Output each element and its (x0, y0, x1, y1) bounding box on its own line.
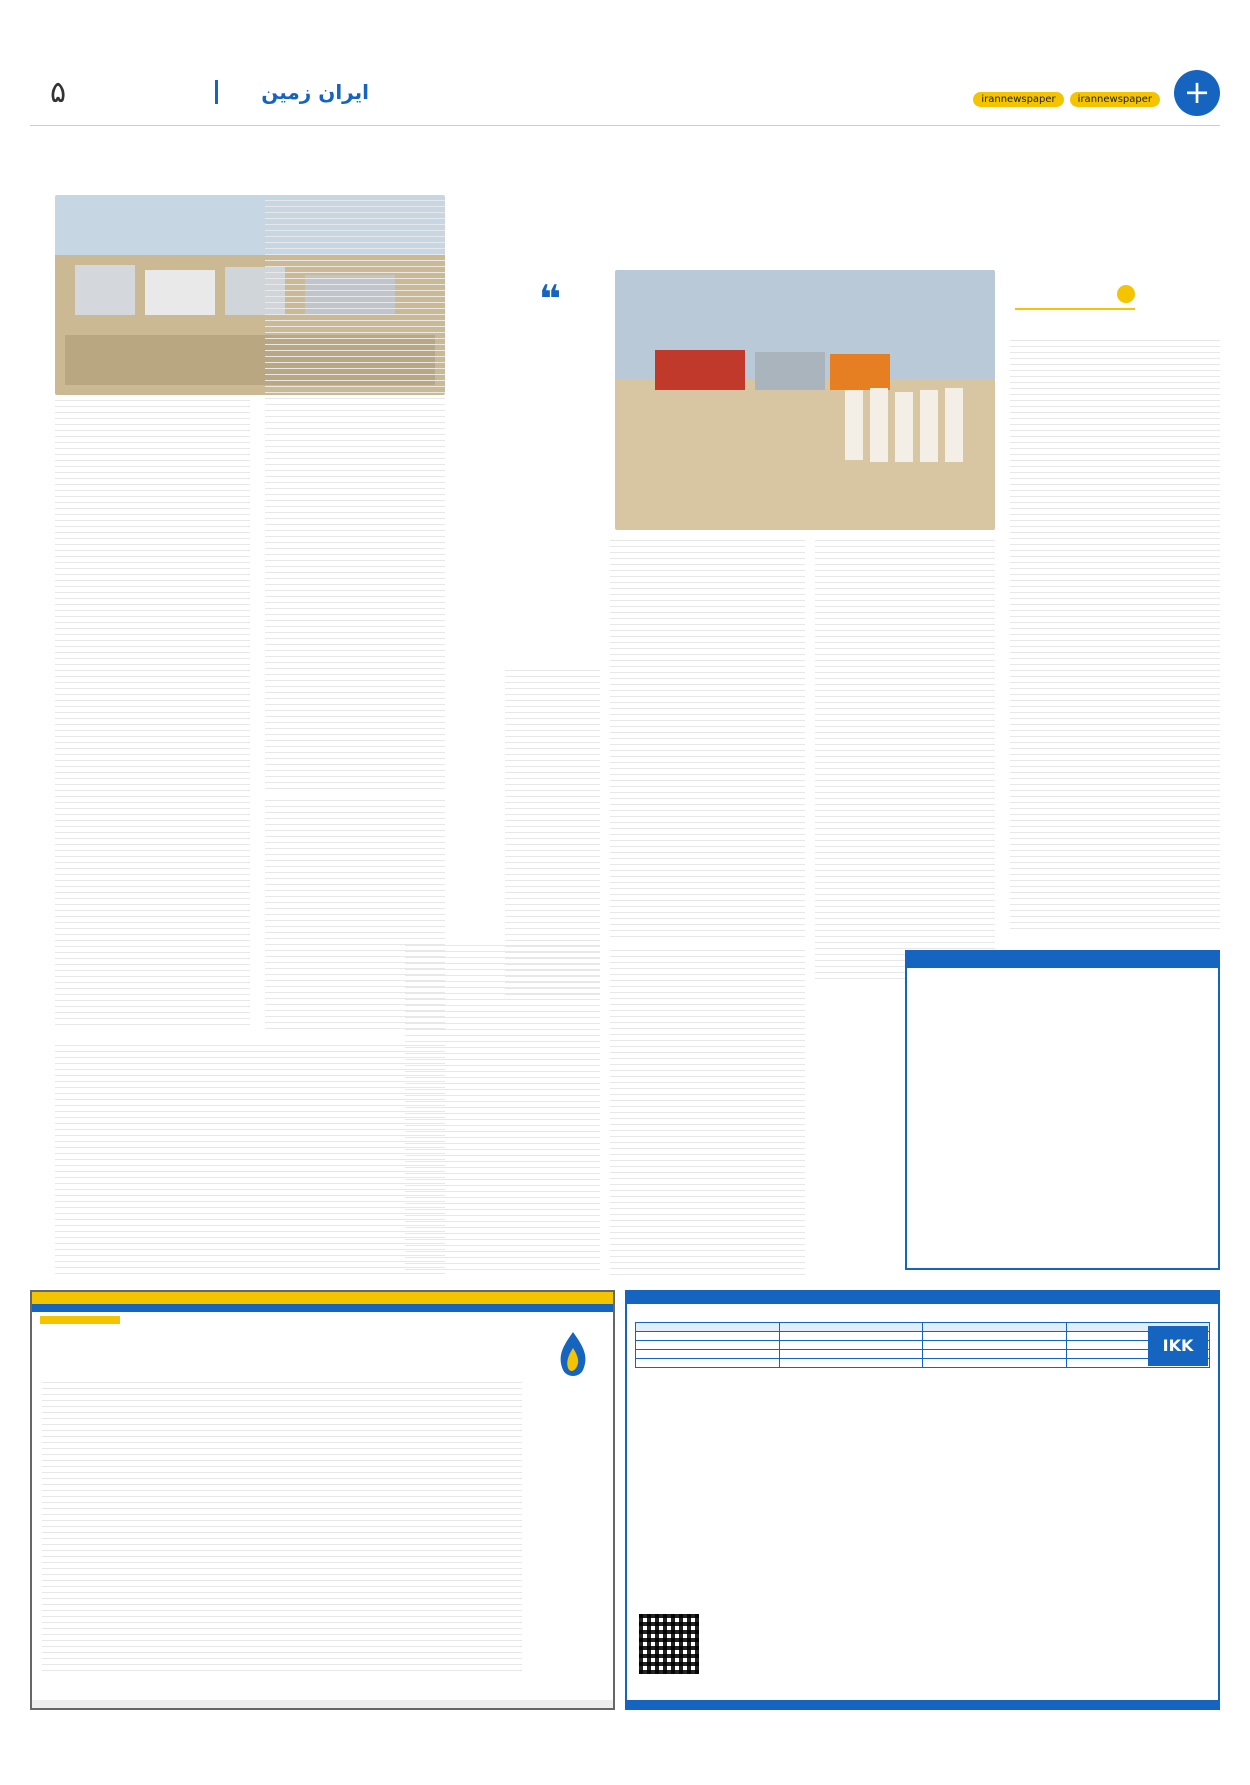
article-column-3 (610, 540, 805, 940)
sidebar-column-3 (265, 800, 445, 1030)
pull-quote (505, 277, 595, 660)
table-header (923, 1323, 1067, 1332)
badge-dot-icon (1117, 285, 1135, 303)
tender-ad-2 (30, 1290, 615, 1710)
page-header (30, 70, 1220, 115)
table-cell (779, 1341, 923, 1350)
table-cell (779, 1359, 923, 1368)
table-cell (923, 1359, 1067, 1368)
table-header-row (636, 1323, 1210, 1332)
report-badge (1015, 280, 1135, 310)
page-number: ۵ (50, 75, 67, 110)
article-column-2 (815, 540, 995, 980)
ad-code (30, 1715, 615, 1740)
sidebar-column-1 (265, 200, 445, 790)
tender-ad-1-title (907, 952, 1218, 968)
tender-ad-3-subtitle (627, 1304, 1218, 1316)
tender-ad-3-table (635, 1322, 1210, 1368)
article-column-1 (1010, 340, 1220, 930)
plus-icon: + (1174, 70, 1220, 116)
sidebar-column-4 (55, 1045, 445, 1275)
table-header (636, 1323, 780, 1332)
social-handle-1[interactable]: irannewspaper (973, 92, 1063, 107)
tender-ad-2-footer (32, 1700, 613, 1708)
article-column-5 (610, 950, 805, 1280)
table-row (636, 1341, 1210, 1350)
sidebar-column-2 (55, 400, 250, 1030)
main-photo (615, 270, 995, 530)
qr-code-icon[interactable] (639, 1614, 699, 1674)
table-cell (636, 1332, 780, 1341)
table-header (779, 1323, 923, 1332)
tender-ad-2-text (42, 1382, 522, 1672)
tender-ad-1-body (907, 968, 1218, 984)
table-cell (923, 1350, 1067, 1359)
quote-icon: ❝ (538, 277, 562, 321)
gas-company-logo-icon (543, 1326, 603, 1386)
table-cell (923, 1332, 1067, 1341)
tender-ad-3-title (627, 1292, 1218, 1304)
table-cell (636, 1350, 780, 1359)
social-handles (973, 92, 1160, 107)
table-cell (779, 1350, 923, 1359)
table-row (636, 1359, 1210, 1368)
section-title: ایران زمین (215, 80, 375, 104)
tender-ad-1 (905, 950, 1220, 1270)
social-handle-2[interactable]: irannewspaper (1070, 92, 1160, 107)
tender-ad-3 (625, 1290, 1220, 1710)
ikk-logo-icon: IKK (1148, 1326, 1208, 1366)
table-cell (923, 1341, 1067, 1350)
tender-ad-2-subtitle (32, 1304, 613, 1312)
header-divider (30, 125, 1220, 126)
table-cell (636, 1341, 780, 1350)
table-cell (779, 1332, 923, 1341)
table-row (636, 1332, 1210, 1341)
tender-ad-2-badge (40, 1316, 120, 1324)
tender-ad-2-title (32, 1292, 613, 1304)
tender-ad-3-footer (627, 1700, 1218, 1708)
table-cell (636, 1359, 780, 1368)
table-row (636, 1350, 1210, 1359)
